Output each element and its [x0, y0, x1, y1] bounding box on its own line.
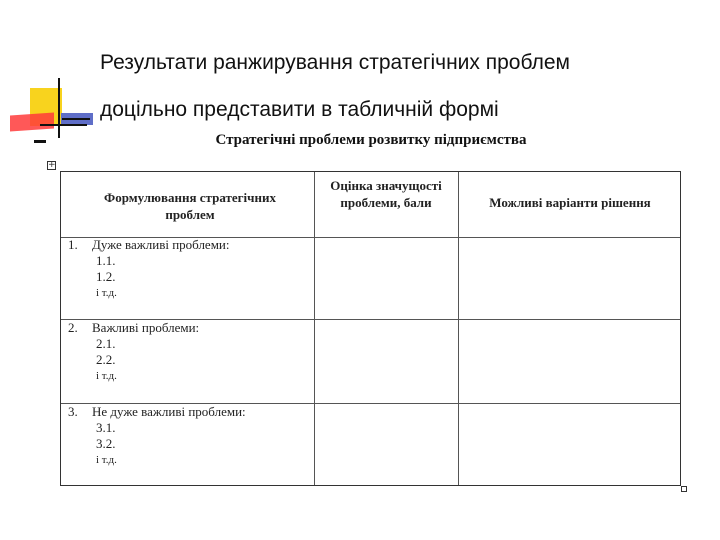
sub-item: 2.2. — [96, 352, 116, 367]
group-title-text: Дуже важливі проблеми: — [92, 237, 230, 252]
group-number: 1. — [68, 237, 78, 252]
etc-note: і т.д. — [96, 454, 117, 466]
table-resize-handle[interactable] — [681, 486, 687, 492]
table-caption: Стратегічні проблеми розвитку підприємства — [215, 132, 527, 148]
sub-item: 1.2. — [96, 269, 116, 284]
decoration-horizontal-line — [40, 124, 87, 126]
slide-heading-line-2: доцільно представити в табличній формі — [100, 98, 499, 121]
table-row — [68, 404, 308, 468]
group-title — [68, 320, 308, 336]
group-title-text: Важливі проблеми: — [92, 320, 200, 335]
table-row — [68, 320, 308, 384]
group-title-text: Не дуже важливі проблеми: — [92, 404, 246, 419]
sub-item: 3.2. — [96, 436, 116, 451]
table-column-divider — [314, 172, 315, 485]
slide-heading-line-1: Результати ранжирування стратегічних проблем — [100, 51, 570, 74]
decoration-horizontal-line-short — [62, 118, 90, 120]
group-number: 3. — [68, 404, 78, 419]
table-move-handle-icon[interactable]: + — [48, 160, 56, 170]
group-title — [68, 237, 308, 253]
strategic-problems-table — [60, 171, 681, 486]
decoration-vertical-line — [58, 78, 60, 138]
header-significance-score: Оцінка значущості проблеми, бали — [330, 178, 442, 210]
header-possible-solutions: Можливі варіанти рішення — [489, 195, 651, 210]
decoration-red-bar — [10, 112, 54, 131]
group-number: 2. — [68, 320, 78, 335]
table-row — [68, 237, 308, 301]
etc-note: і т.д. — [96, 287, 117, 299]
header-problem-statement: Формулювання стратегічних проблем — [104, 190, 276, 222]
sub-item: 1.1. — [96, 253, 116, 268]
table-column-divider — [458, 172, 459, 485]
group-title — [68, 404, 308, 420]
sub-item: 2.1. — [96, 336, 116, 351]
etc-note: і т.д. — [96, 370, 117, 382]
sub-item: 3.1. — [96, 420, 116, 435]
